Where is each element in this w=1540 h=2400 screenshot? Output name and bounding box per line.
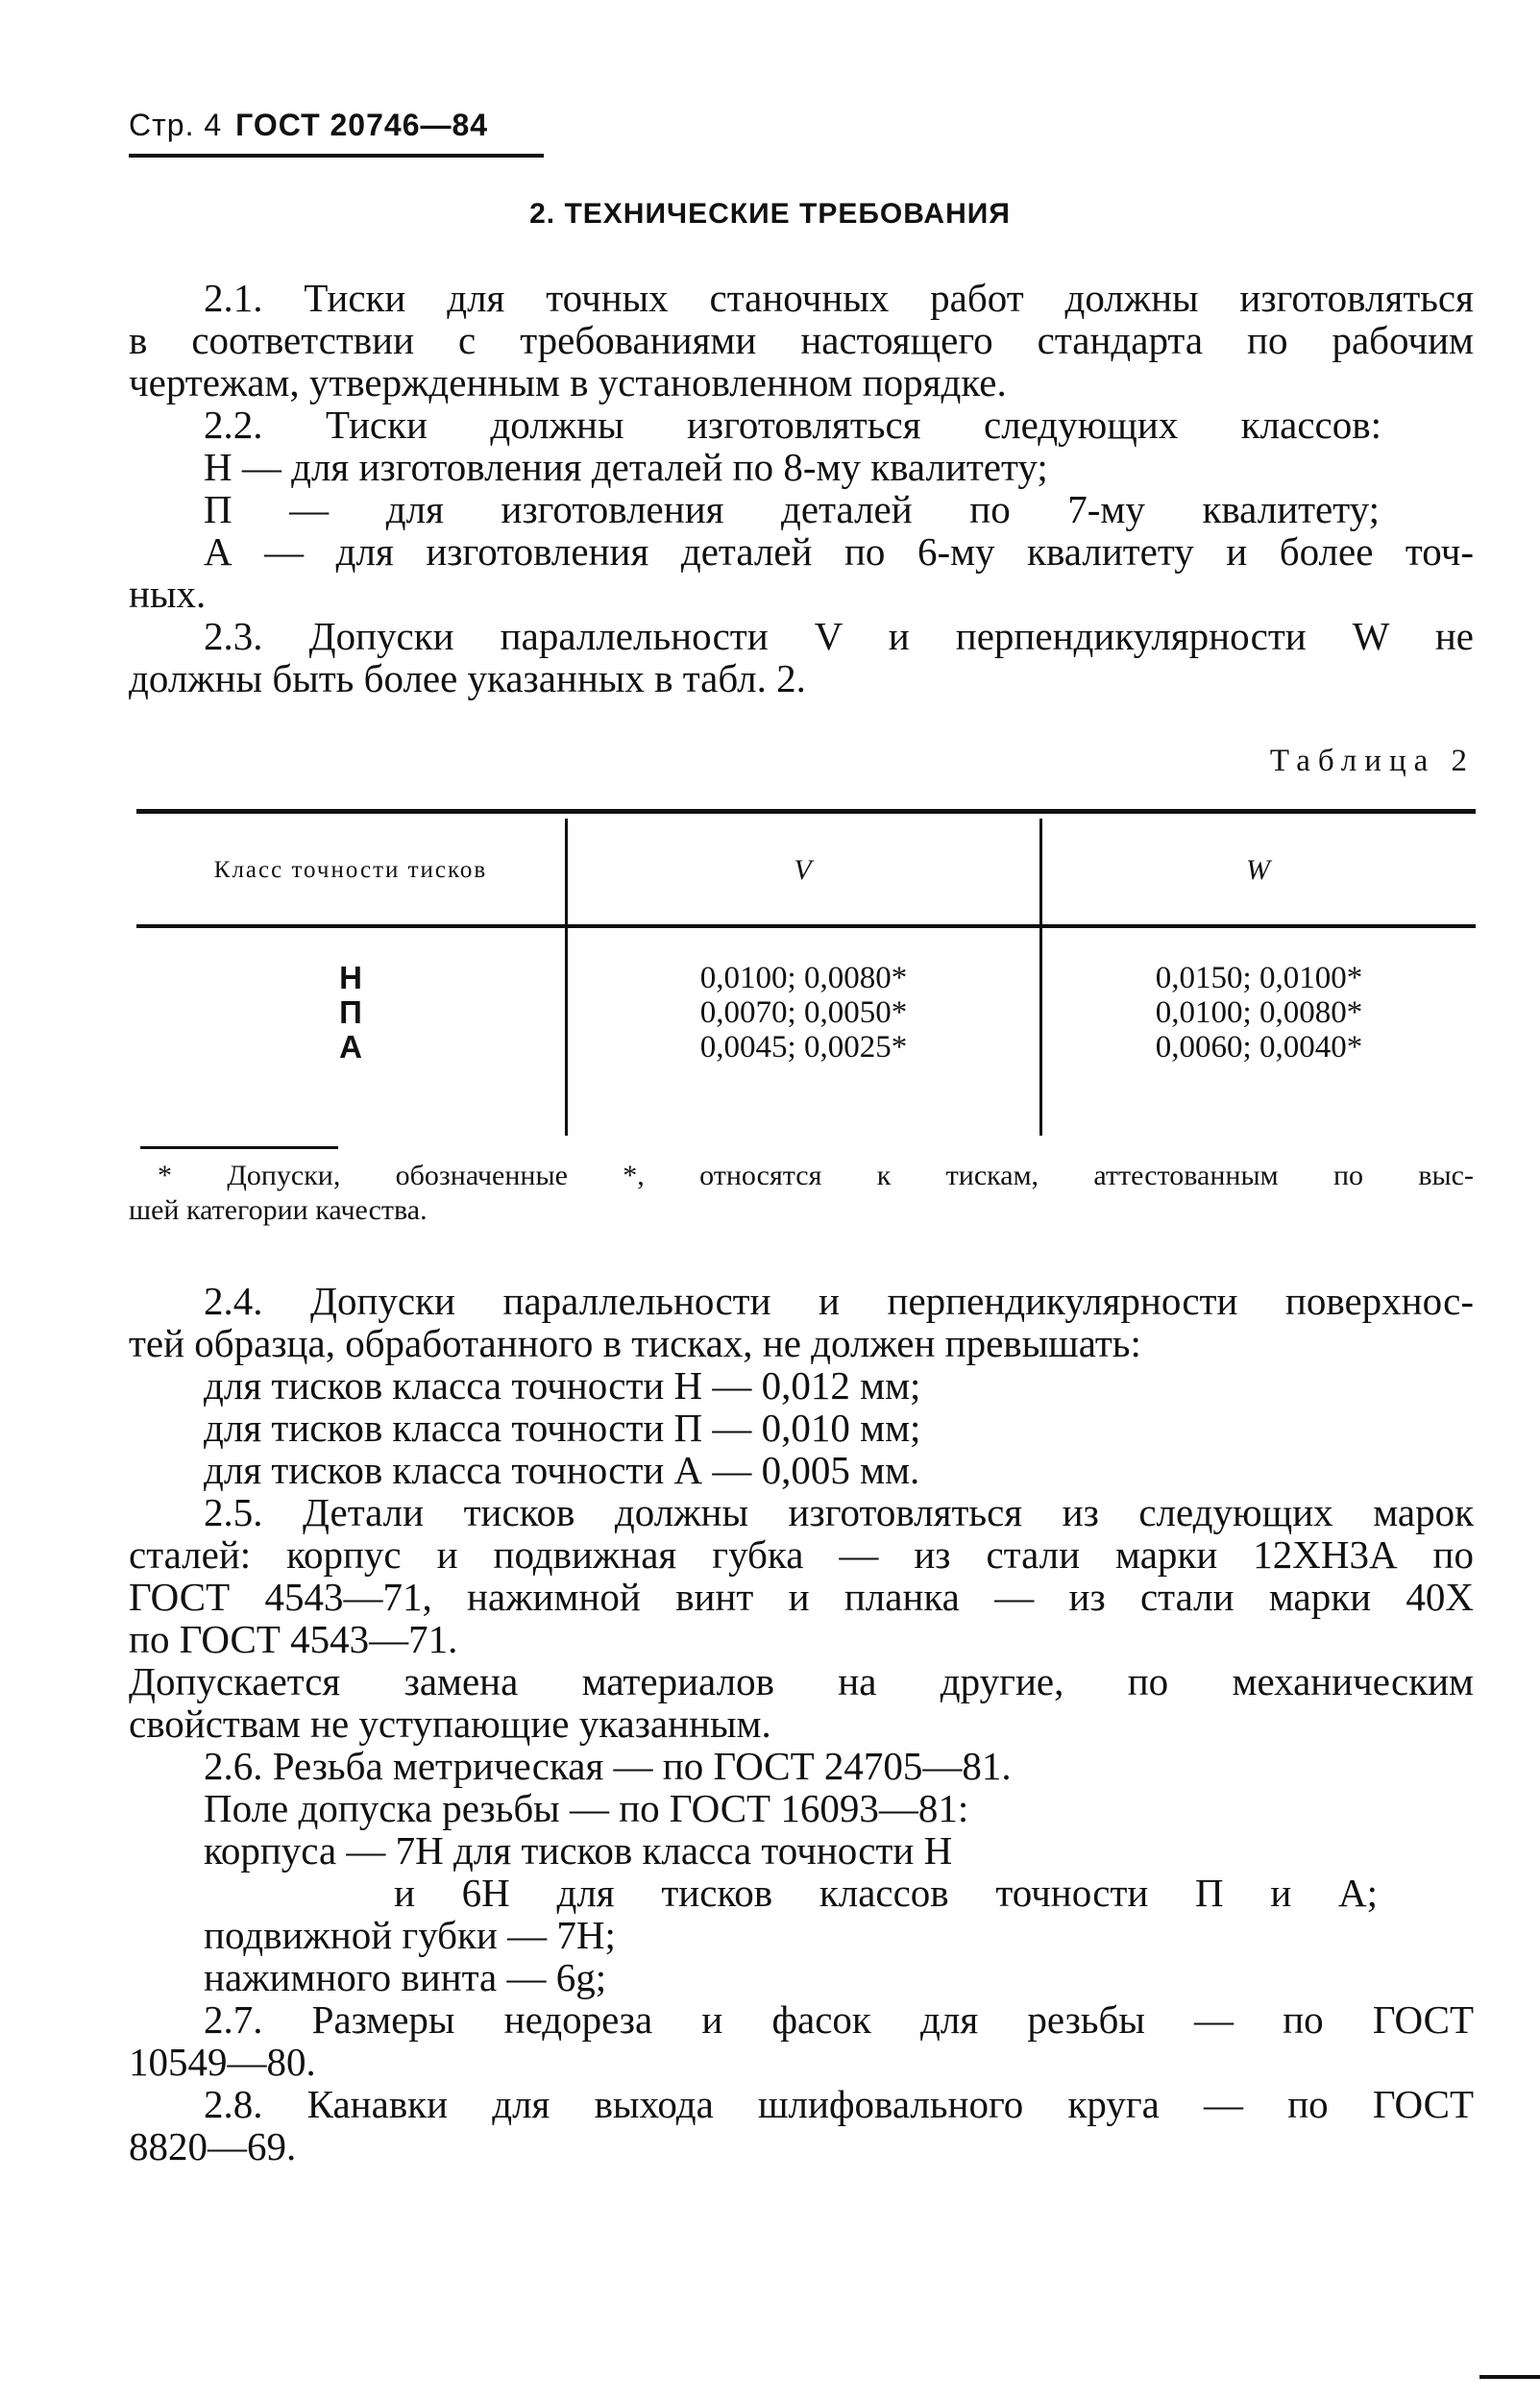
paragraph-line: для тисков класса точности А — 0,005 мм. <box>204 1448 920 1492</box>
paragraph-line: должны быть более указанных в табл. 2. <box>129 656 806 700</box>
paragraph-line: для тисков класса точности Н — 0,012 мм; <box>204 1363 921 1408</box>
paragraph-line: 2.4. Допуски параллельности и перпендикулярности поверхнос- <box>204 1279 1474 1323</box>
paragraph-line: 2.8. Канавки для выхода шлифовального круга — по ГОСТ <box>204 2082 1474 2126</box>
paragraph-line: для тисков класса точности П — 0,010 мм; <box>204 1406 921 1450</box>
requirements-block-2 <box>129 1280 1474 2167</box>
paragraph-line: нажимного винта — 6g; <box>204 1955 607 1999</box>
paragraph-line: подвижной губки — 7Н; <box>204 1913 616 1957</box>
paragraph-line: П — для изготовления деталей по 7-му квалитету; <box>204 487 1380 531</box>
paragraph-line: Допускается замена материалов на другие, по механическим <box>129 1659 1474 1703</box>
paragraph-line: 2.2. Тиски должны изготовляться следующих классов: <box>204 403 1381 447</box>
table-header-class: Класс точности тисков <box>213 857 488 883</box>
paragraph-line: 2.6. Резьба метрическая — по ГОСТ 24705—81. <box>204 1744 1012 1788</box>
table-header-rule <box>136 924 1476 928</box>
table-cell: П <box>339 994 362 1030</box>
table-cell: 0,0070; 0,0050* <box>699 995 908 1030</box>
paragraph-line: и 6Н для тисков классов точности П и А; <box>394 1871 1378 1915</box>
paragraph-line: 2.5. Детали тисков должны изготовляться из следующих марок <box>204 1490 1474 1534</box>
table-cell: 0,0045; 0,0025* <box>699 1030 908 1065</box>
header-underline <box>129 154 544 158</box>
table-column-class <box>136 961 565 1065</box>
paragraph-line: чертежам, утвержденным в установленном порядке. <box>129 360 1007 404</box>
table-footnote <box>129 1159 1474 1228</box>
paragraph-line: А — для изготовления деталей по 6-му квалитету и более точ- <box>204 529 1474 574</box>
paragraph-line: тей образца, обработанного в тисках, не должен превышать: <box>129 1321 1141 1365</box>
table-label: Таблица 2 <box>1269 744 1475 778</box>
table-cell: 0,0150; 0,0100* <box>1155 961 1363 995</box>
paragraph-line: корпуса — 7Н для тисков класса точности Н <box>204 1828 953 1873</box>
paragraph-line: сталей: корпус и подвижная губка — из стали марки 12ХН3А по <box>129 1532 1474 1577</box>
page-edge-mark <box>1479 2375 1540 2379</box>
paragraph-line: 10549—80. <box>129 2040 316 2084</box>
table-column-v <box>568 961 1039 1065</box>
paragraph-line: по ГОСТ 4543—71. <box>129 1617 458 1661</box>
footnote-rule <box>140 1146 338 1149</box>
paragraph-line: Н — для изготовления деталей по 8-му квалитету; <box>204 445 1048 489</box>
page-label: Стр. 4 <box>129 108 223 142</box>
standard-number: ГОСТ 20746—84 <box>235 108 489 142</box>
paragraph-line: Поле допуска резьбы — по ГОСТ 16093—81: <box>204 1786 969 1830</box>
page-header <box>129 108 488 143</box>
table-top-rule <box>136 809 1476 814</box>
paragraph-line: в соответствии с требованиями настоящего стандарта по рабочим <box>129 318 1474 362</box>
paragraph-line: 2.1. Тиски для точных станочных работ должны изготовляться <box>204 276 1474 320</box>
table-cell: 0,0100; 0,0080* <box>1155 995 1363 1030</box>
paragraph-line: 8820—69. <box>129 2124 297 2168</box>
table-cell: Н <box>339 960 362 995</box>
table-cell: 0,0100; 0,0080* <box>699 961 908 995</box>
paragraph-line: ных. <box>129 572 207 616</box>
paragraph-line: 2.3. Допуски параллельности V и перпендикулярности W не <box>204 614 1474 658</box>
table-header-w: W <box>1246 854 1272 886</box>
table-cell: 0,0060; 0,0040* <box>1155 1030 1363 1065</box>
paragraph-line: ГОСТ 4543—71, нажимной винт и планка — из стали марки 40Х <box>129 1575 1474 1619</box>
footnote-line: шей категории качества. <box>129 1194 428 1226</box>
table-cell: А <box>339 1029 362 1065</box>
table-header-v: V <box>794 854 814 886</box>
paragraph-line: 2.7. Размеры недореза и фасок для резьбы — по ГОСТ <box>204 1997 1474 2042</box>
paragraph-line: свойствам не уступающие указанным. <box>129 1702 771 1746</box>
footnote-line: * Допуски, обозначенные *, относятся к тискам, аттестованным по выс- <box>158 1160 1474 1191</box>
table-column-w <box>1042 961 1476 1065</box>
section-title: 2. ТЕХНИЧЕСКИЕ ТРЕБОВАНИЯ <box>529 198 1011 230</box>
requirements-block-1 <box>129 277 1474 699</box>
